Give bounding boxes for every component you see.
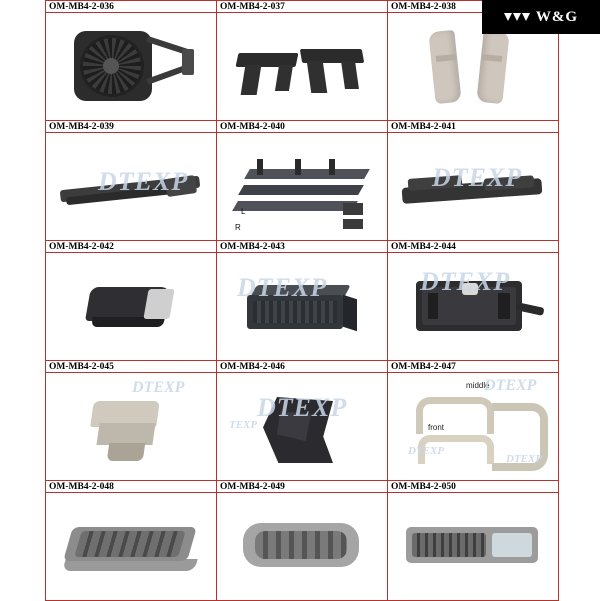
catalog-page <box>45 0 555 600</box>
watermark: DTEXP <box>420 267 511 296</box>
watermark-secondary: DTEXP <box>408 445 445 457</box>
double-chevron-icon <box>504 13 530 21</box>
catalog-cell[interactable] <box>46 361 217 481</box>
part-image-blower-housing <box>217 253 387 359</box>
part-image-trim-clip <box>46 373 216 479</box>
catalog-cell[interactable] <box>388 481 559 601</box>
part-image-interior-corner-trim <box>217 373 387 479</box>
catalog-cell[interactable] <box>217 121 388 241</box>
part-image-cooling-fan-assembly <box>46 13 216 119</box>
watermark: DTEXP <box>257 393 348 422</box>
part-code: OM-MB4-2-046 <box>220 362 285 372</box>
part-code: OM-MB4-2-045 <box>49 362 114 372</box>
table-row <box>46 481 559 601</box>
part-image-bumper-bracket-pair <box>217 13 387 119</box>
handle-label-middle: middle <box>466 381 490 390</box>
part-code: OM-MB4-2-038 <box>391 2 456 12</box>
catalog-cell[interactable] <box>46 121 217 241</box>
part-code: OM-MB4-2-047 <box>391 362 456 372</box>
part-image-air-vent-with-lamp <box>388 493 558 599</box>
watermark: DTEXP <box>432 163 523 192</box>
watermark-secondary: TEXP <box>229 419 258 431</box>
part-code: OM-MB4-2-039 <box>49 122 114 132</box>
part-code: OM-MB4-2-040 <box>220 122 285 132</box>
part-code: OM-MB4-2-049 <box>220 482 285 492</box>
rail-label-right: R <box>235 223 241 232</box>
watermark: DTEXP <box>237 273 328 302</box>
part-code: OM-MB4-2-041 <box>391 122 456 132</box>
part-image-grab-handle-set <box>388 373 558 479</box>
part-image-bumper-reinforcement-bar <box>46 133 216 239</box>
watermark-secondary: DTEXP <box>506 453 543 465</box>
table-row <box>46 241 559 361</box>
brand-name: W&G <box>535 8 579 25</box>
part-code: OM-MB4-2-044 <box>391 242 456 252</box>
watermark: DTEXP <box>98 167 189 196</box>
catalog-cell[interactable] <box>46 481 217 601</box>
part-image-cross-member-beam <box>388 133 558 239</box>
catalog-cell[interactable] <box>217 241 388 361</box>
part-code: OM-MB4-2-037 <box>220 2 285 12</box>
watermark: DTEXP <box>132 379 185 396</box>
watermark: DTEXP <box>484 377 537 394</box>
part-code: OM-MB4-2-043 <box>220 242 285 252</box>
rail-label-left: L <box>241 207 246 216</box>
catalog-cell[interactable] <box>388 241 559 361</box>
catalog-cell[interactable] <box>46 241 217 361</box>
part-image-heater-core-panel <box>388 253 558 359</box>
catalog-cell[interactable] <box>388 361 559 481</box>
catalog-cell[interactable] <box>217 1 388 121</box>
part-code: OM-MB4-2-042 <box>49 242 114 252</box>
table-row <box>46 361 559 481</box>
part-image-roof-air-vent <box>46 493 216 599</box>
catalog-cell[interactable] <box>388 121 559 241</box>
catalog-cell[interactable] <box>217 481 388 601</box>
brand-logo <box>482 0 600 34</box>
part-code: OM-MB4-2-048 <box>49 482 114 492</box>
handle-label-front: front <box>428 423 445 432</box>
part-image-mirror-cover <box>46 253 216 359</box>
part-image-oval-air-vent <box>217 493 387 599</box>
part-code: OM-MB4-2-050 <box>391 482 456 492</box>
part-code: OM-MB4-2-036 <box>49 2 114 12</box>
catalog-cell[interactable] <box>46 1 217 121</box>
table-row <box>46 121 559 241</box>
part-image-seat-rail-set <box>217 133 387 239</box>
parts-catalog-table <box>45 0 559 601</box>
catalog-cell[interactable] <box>217 361 388 481</box>
